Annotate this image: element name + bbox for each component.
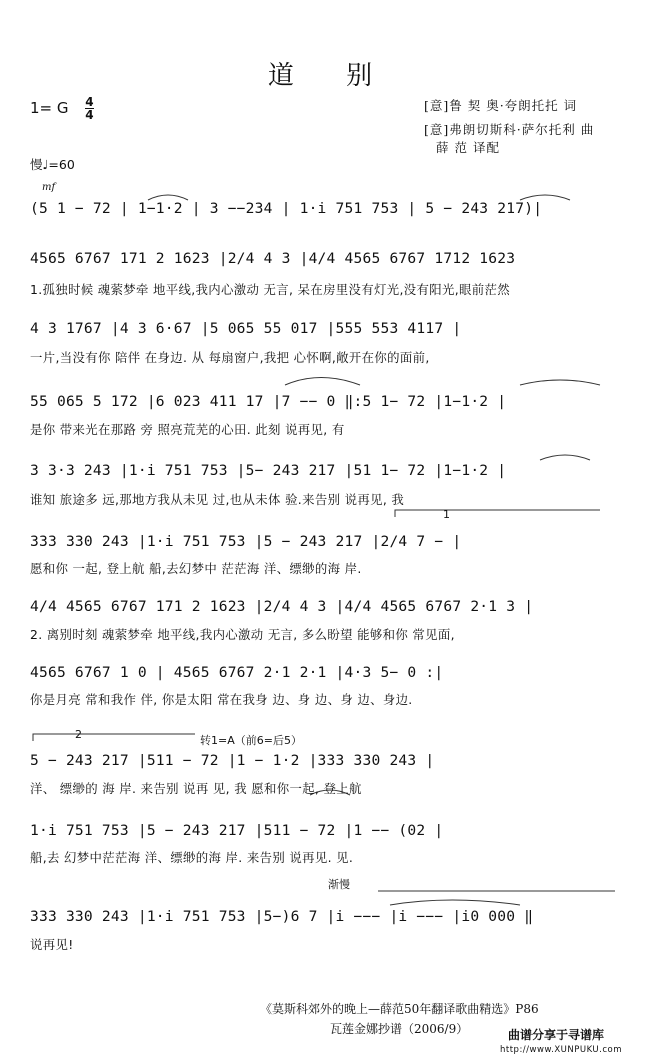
tempo-marking: 慢♩=60 bbox=[30, 157, 75, 172]
notation-row: 333 330 243 |1·i 751 753 |5 − 243 217 |2/4 7 − | bbox=[30, 533, 462, 550]
lyrics-row: 洋、 缥缈的 海 岸. 来告别 说再 见, 我 愿和你一起, 登上航 bbox=[30, 781, 362, 796]
key-label: 1= G bbox=[30, 99, 69, 117]
lyrics-row: 船,去 幻梦中茫茫海 洋、缥缈的海 岸. 来告别 说再见. 见. bbox=[30, 850, 354, 865]
modulation-marking: 转1=A（前6=后5） bbox=[200, 734, 302, 747]
copyist-credit: 瓦莲金娜抄谱（2006/9） bbox=[330, 1022, 469, 1036]
lyrics-row: 愿和你 一起, 登上航 船,去幻梦中 茫茫海 洋、缥缈的海 岸. bbox=[30, 561, 362, 576]
tie-arc bbox=[390, 900, 520, 905]
volta-1-bracket bbox=[395, 510, 600, 517]
time-sig-top: 4 bbox=[85, 95, 94, 109]
time-signature bbox=[85, 96, 93, 121]
notation-row: 4/4 4565 6767 171 2 1623 |2/4 4 3 |4/4 4565 6767 2·1 3 | bbox=[30, 598, 534, 615]
notation-row: 4 3 1767 |4 3 6·67 |5 065 55 017 |555 553 4117 | bbox=[30, 320, 462, 337]
key-signature bbox=[30, 96, 94, 121]
dynamic-marking: mf bbox=[42, 182, 56, 193]
notation-row: 333 330 243 |1·i 751 753 |5−)6 7 |i −−− |i −−− |i0 000 ‖ bbox=[30, 908, 534, 925]
lyrics-row: 2. 离别时刻 魂萦梦牵 地平线,我内心激动 无言, 多么盼望 能够和你 常见面, bbox=[30, 627, 455, 642]
notation-row: 4565 6767 1 0 | 4565 6767 2·1 2·1 |4·3 5− 0 :| bbox=[30, 664, 444, 681]
ritard-marking: 渐慢 bbox=[328, 878, 350, 891]
notation-row: 5 − 243 217 |511 − 72 |1 − 1·2 |333 330 243 | bbox=[30, 752, 435, 769]
watermark-title: 曲谱分享于寻谱库 bbox=[508, 1028, 605, 1042]
source-citation: 《莫斯科郊外的晚上—薛范50年翻译歌曲精选》P86 bbox=[260, 1002, 539, 1016]
watermark-link[interactable]: http://www.XUNPUKU.com bbox=[500, 1045, 622, 1055]
lyrics-row: 是你 带来光在那路 旁 照亮荒芜的心田. 此刻 说再见, 有 bbox=[30, 422, 345, 437]
tie-arc bbox=[540, 455, 590, 460]
lyrics-row: 你是月亮 常和我作 伴, 你是太阳 常在我身 边、身 边、身 边、身边. bbox=[30, 692, 413, 707]
tie-arc bbox=[520, 380, 600, 385]
notation-row: 4565 6767 171 2 1623 |2/4 4 3 |4/4 4565 6767 1712 1623 bbox=[30, 250, 516, 267]
lyrics-row: 一片,当没有你 陪伴 在身边. 从 每扇窗户,我把 心怀啊,敞开在你的面前, bbox=[30, 350, 430, 365]
translator-credit: 薛 范 译配 bbox=[436, 140, 500, 155]
tie-arc bbox=[285, 378, 360, 386]
composer-credit: [意]弗朗切斯科·萨尔托利 曲 bbox=[424, 122, 595, 137]
lyricist-credit: [意]鲁 契 奥·夸朗托托 词 bbox=[424, 98, 578, 113]
lyrics-row: 说再见! bbox=[30, 937, 74, 952]
lyrics-row: 谁知 旅途多 远,那地方我从未见 过,也从未体 验.来告别 说再见, 我 bbox=[30, 492, 405, 507]
volta-2-number: 2 bbox=[75, 728, 82, 741]
notation-row: 1·i 751 753 |5 − 243 217 |511 − 72 |1 −− (02 | bbox=[30, 822, 444, 839]
notation-row: 55 065 5 172 |6 023 411 17 |7 −− 0 ‖:5 1− 72 |1−1·2 | bbox=[30, 393, 507, 410]
song-title: 道 别 bbox=[267, 61, 395, 91]
volta-1-number: 1 bbox=[443, 508, 450, 521]
time-sig-bottom: 4 bbox=[85, 108, 94, 122]
notation-row: (5 1 − 72 | 1−1·2 | 3 −−234 | 1·i 751 753 | 5 − 243 217)| bbox=[30, 200, 543, 217]
volta-2-bracket bbox=[33, 734, 195, 741]
notation-row: 3 3·3 243 |1·i 751 753 |5− 243 217 |51 1− 72 |1−1·2 | bbox=[30, 462, 507, 479]
lyrics-row: 1.孤独时候 魂萦梦牵 地平线,我内心激动 无言, 呆在房里没有灯光,没有阳光,眼前茫然 bbox=[30, 282, 511, 297]
